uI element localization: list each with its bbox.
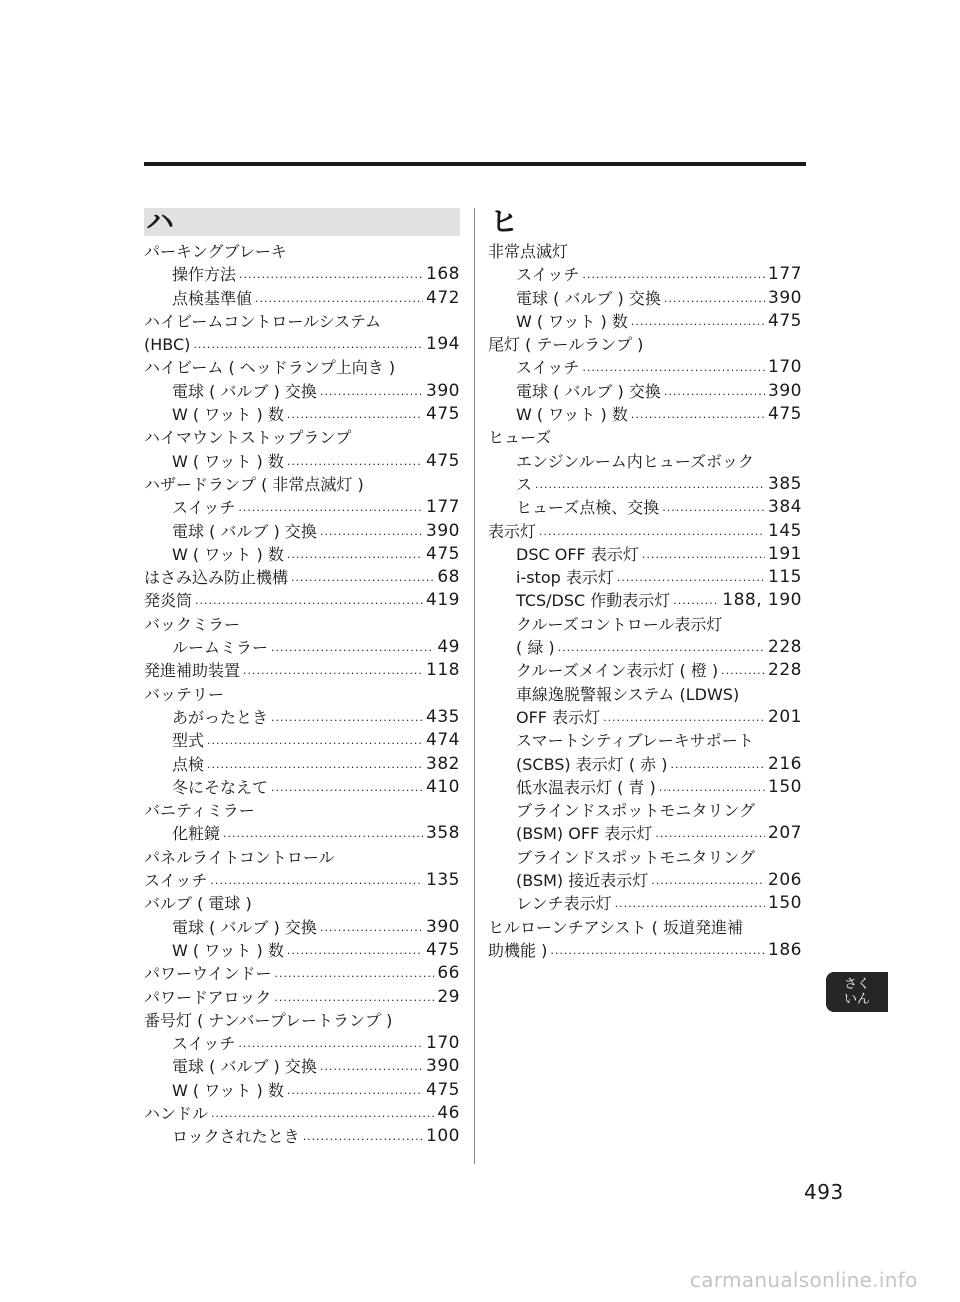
entry-label: バルブ ( 電球 ) [144, 894, 252, 914]
index-entry-list [144, 240, 460, 1149]
index-entry [144, 356, 460, 379]
entry-page-number[interactable]: 177 [426, 497, 460, 518]
index-entry [144, 986, 460, 1009]
index-subentry [488, 776, 802, 799]
entry-page-number[interactable]: 115 [768, 567, 802, 588]
entry-label: ヒューズ点検、交換 [516, 498, 660, 518]
entry-label: W ( ワット ) 数 [172, 451, 284, 471]
index-subentry [488, 869, 802, 892]
dot-leader [664, 287, 765, 310]
entry-label: (HBC) [144, 335, 191, 355]
entry-page-number[interactable]: 385 [768, 473, 802, 494]
entry-page-number[interactable]: 382 [426, 753, 460, 774]
entry-page-number[interactable]: 474 [426, 730, 460, 751]
dot-leader [550, 939, 765, 962]
entry-page-number[interactable]: 150 [768, 776, 802, 797]
index-subentry [488, 613, 802, 636]
entry-label: バックミラー [144, 614, 241, 634]
dot-leader [303, 1125, 423, 1148]
entry-page-number[interactable]: 49 [437, 637, 460, 658]
index-subentry [488, 380, 802, 403]
entry-page-number[interactable]: 472 [426, 287, 460, 308]
dot-leader [275, 962, 435, 985]
entry-page-number[interactable]: 206 [768, 870, 802, 891]
entry-label: 電球 ( バルブ ) 交換 [172, 381, 317, 401]
entry-label: 電球 ( バルブ ) 交換 [172, 917, 317, 937]
index-column-right [488, 205, 802, 962]
entry-page-number[interactable]: 216 [768, 753, 802, 774]
entry-page-number[interactable]: 201 [768, 706, 802, 727]
entry-page-number[interactable]: 390 [426, 916, 460, 937]
entry-page-number[interactable]: 384 [768, 497, 802, 518]
dot-leader [558, 636, 765, 659]
dot-leader [320, 380, 423, 403]
entry-page-number[interactable]: 475 [426, 450, 460, 471]
entry-page-number[interactable]: 118 [426, 660, 460, 681]
entry-label: ヒルローンチアシスト ( 坂道発進補 [488, 917, 743, 937]
entry-label: 化粧鏡 [172, 824, 221, 844]
dot-leader [207, 753, 423, 776]
index-subentry [144, 496, 460, 519]
dot-leader [582, 263, 765, 286]
dot-leader [255, 287, 423, 310]
entry-page-number[interactable]: 191 [768, 543, 802, 564]
index-entry [488, 426, 802, 449]
entry-label: 番号灯 ( ナンバープレートランプ ) [144, 1010, 393, 1030]
index-subentry [144, 753, 460, 776]
index-subentry [488, 543, 802, 566]
entry-page-number[interactable]: 475 [426, 939, 460, 960]
entry-page-number[interactable]: 145 [768, 520, 802, 541]
index-subentry [144, 287, 460, 310]
entry-label: ハンドル [144, 1103, 209, 1123]
entry-page-number[interactable]: 68 [437, 567, 460, 588]
dot-leader [210, 869, 423, 892]
dot-leader [287, 403, 423, 426]
dot-leader [271, 776, 423, 799]
entry-label: W ( ワット ) 数 [172, 940, 284, 960]
index-subentry [488, 799, 802, 822]
top-rule [144, 162, 806, 166]
dot-leader [320, 520, 423, 543]
index-entry [144, 962, 460, 985]
column-divider [474, 208, 475, 1164]
entry-page-number[interactable]: 29 [437, 986, 460, 1007]
index-subentry [488, 846, 802, 869]
entry-label: 点検 [172, 754, 205, 774]
entry-label: 尾灯 ( テールランプ ) [488, 335, 644, 355]
dot-leader [291, 566, 434, 589]
index-entry [488, 240, 802, 263]
entry-label: 表示灯 [488, 521, 537, 541]
entry-label: W ( ワット ) 数 [172, 1080, 284, 1100]
entry-label: はさみ込み防止機構 [144, 568, 289, 588]
entry-label: スマートシティブレーキサポート [516, 731, 754, 751]
dot-leader [535, 473, 765, 496]
dot-leader [320, 1055, 423, 1078]
index-entry-list [488, 240, 802, 962]
entry-page-number[interactable]: 66 [437, 963, 460, 984]
watermark: carmanualsonline.info [690, 1268, 918, 1292]
index-subentry [144, 403, 460, 426]
dot-leader [615, 892, 765, 915]
entry-label: ハイマウントストップランプ [144, 428, 352, 448]
dot-leader [664, 380, 765, 403]
dot-leader [287, 1079, 423, 1102]
index-subentry [144, 729, 460, 752]
entry-page-number[interactable]: 475 [768, 310, 802, 331]
entry-label: ハイビーム ( ヘッドランプ上向き ) [144, 358, 396, 378]
entry-label: パーキングブレーキ [144, 242, 287, 261]
dot-leader [655, 822, 765, 845]
entry-page-number[interactable]: 435 [426, 706, 460, 727]
index-subentry [488, 892, 802, 915]
entry-label: ブラインドスポットモニタリング [516, 847, 756, 867]
index-subentry [144, 543, 460, 566]
dot-leader [631, 310, 765, 333]
entry-label: TCS/DSC 作動表示灯 [516, 591, 671, 611]
dot-leader [603, 706, 765, 729]
entry-label: 型式 [172, 731, 205, 751]
index-subentry [488, 450, 802, 473]
index-entry [144, 683, 460, 706]
entry-page-number[interactable]: 168 [426, 264, 460, 285]
index-subentry [488, 706, 802, 729]
section-heading-hi [488, 205, 802, 238]
entry-page-number[interactable]: 390 [426, 520, 460, 541]
index-subentry [144, 1125, 460, 1148]
entry-label: 発進補助装置 [144, 661, 241, 681]
entry-label: スイッチ [144, 871, 208, 891]
entry-label: パワーウインドー [144, 964, 272, 984]
entry-label: 電球 ( バルブ ) 交換 [172, 521, 317, 541]
entry-page-number[interactable]: 475 [426, 1079, 460, 1100]
entry-label: 電球 ( バルブ ) 交換 [172, 1057, 317, 1077]
index-subentry [144, 636, 460, 659]
index-subentry [144, 1032, 460, 1055]
index-subentry [488, 263, 802, 286]
dot-leader [287, 543, 423, 566]
entry-page-number[interactable]: 188, 190 [722, 590, 802, 611]
dot-leader [539, 520, 765, 543]
index-side-tab[interactable] [826, 972, 888, 1012]
entry-page-number[interactable]: 170 [426, 1033, 460, 1054]
entry-page-number[interactable]: 390 [426, 1056, 460, 1077]
index-subentry [488, 589, 802, 612]
entry-page-number[interactable]: 390 [768, 287, 802, 308]
index-subentry [144, 520, 460, 543]
index-entry [488, 333, 802, 356]
dot-leader [662, 496, 765, 519]
dot-leader [211, 1102, 434, 1125]
dot-leader [271, 636, 434, 659]
entry-label: あがったとき [172, 707, 269, 727]
entry-label: 操作方法 [172, 265, 237, 285]
entry-label: レンチ表示灯 [516, 894, 612, 914]
entry-label: W ( ワット ) 数 [172, 544, 284, 564]
entry-label: ハザードランプ ( 非常点滅灯 ) [144, 474, 364, 494]
index-subentry [144, 1079, 460, 1102]
entry-page-number[interactable]: 100 [426, 1126, 460, 1147]
entry-label: バニティミラー [144, 801, 255, 821]
index-entry [144, 589, 460, 612]
dot-leader [193, 333, 423, 356]
entry-page-number[interactable]: 419 [426, 590, 460, 611]
index-entry [144, 613, 460, 636]
entry-label: OFF 表示灯 [516, 707, 601, 727]
dot-leader [238, 1032, 423, 1055]
index-subentry [144, 916, 460, 939]
dot-leader [243, 659, 423, 682]
dot-leader [582, 356, 765, 379]
entry-label: ハイビームコントロールシステム [144, 311, 382, 331]
entry-page-number[interactable]: 46 [437, 1102, 460, 1123]
entry-label: W ( ワット ) 数 [172, 405, 284, 425]
entry-label: 電球 ( バルブ ) 交換 [516, 381, 661, 401]
index-subentry [488, 287, 802, 310]
index-subentry [144, 450, 460, 473]
index-subentry [144, 1055, 460, 1078]
entry-label: (SCBS) 表示灯 ( 赤 ) [516, 754, 668, 774]
entry-page-number[interactable]: 194 [426, 334, 460, 355]
entry-label: 低水温表示灯 ( 青 ) [516, 777, 656, 797]
entry-page-number[interactable]: 177 [768, 264, 802, 285]
entry-label: バッテリー [144, 684, 225, 704]
index-entry [144, 892, 460, 915]
entry-label: ス [516, 474, 533, 494]
entry-label: i-stop 表示灯 [516, 568, 614, 588]
index-subentry [488, 356, 802, 379]
index-subentry [488, 753, 802, 776]
index-subentry [488, 636, 802, 659]
entry-label: パワードアロック [144, 987, 272, 1007]
side-tab-line2: いん [843, 992, 870, 1007]
entry-label: スイッチ [172, 498, 236, 518]
dot-leader [287, 939, 423, 962]
dot-leader [631, 403, 765, 426]
dot-leader [274, 986, 434, 1009]
entry-label: 助機能 ) [488, 940, 548, 960]
entry-page-number[interactable]: 135 [426, 870, 460, 891]
entry-label: ルームミラー [172, 638, 269, 658]
entry-label: スイッチ [516, 358, 580, 378]
index-entry [144, 426, 460, 449]
entry-label: 冬にそなえて [172, 777, 269, 797]
entry-page-number[interactable]: 390 [768, 380, 802, 401]
entry-page-number[interactable]: 207 [768, 823, 802, 844]
index-entry [488, 939, 802, 962]
dot-leader [642, 543, 765, 566]
entry-label: ( 緑 ) [516, 638, 555, 658]
index-subentry [144, 939, 460, 962]
entry-label: ブラインドスポットモニタリング [516, 801, 756, 821]
entry-page-number[interactable]: 170 [768, 357, 802, 378]
entry-label: パネルライトコントロール [144, 847, 335, 867]
entry-label: スイッチ [172, 1034, 236, 1054]
entry-page-number[interactable]: 186 [768, 939, 802, 960]
index-entry [144, 869, 460, 892]
dot-leader [207, 729, 423, 752]
section-heading-ha [144, 205, 460, 238]
index-subentry [488, 822, 802, 845]
index-entry [144, 310, 460, 333]
index-entry [144, 333, 460, 356]
index-subentry [144, 776, 460, 799]
entry-page-number[interactable]: 358 [426, 823, 460, 844]
dot-leader [223, 822, 423, 845]
index-entry [144, 566, 460, 589]
dot-leader [239, 263, 423, 286]
index-subentry [488, 659, 802, 682]
index-subentry [488, 683, 802, 706]
index-subentry [144, 263, 460, 286]
entry-label: スイッチ [516, 265, 580, 285]
dot-leader [651, 869, 765, 892]
entry-label: エンジンルーム内ヒューズボック [516, 451, 755, 471]
side-tab-line1: さく [843, 977, 870, 992]
index-entry [144, 659, 460, 682]
page-number: 493 [804, 1180, 844, 1204]
index-entry [488, 916, 802, 939]
index-entry [144, 240, 460, 263]
entry-page-number[interactable]: 228 [768, 637, 802, 658]
dot-leader [617, 566, 765, 589]
entry-label: ヒューズ [488, 428, 552, 448]
index-entry [144, 473, 460, 496]
dot-leader [721, 659, 765, 682]
dot-leader [320, 916, 423, 939]
entry-label: ロックされたとき [172, 1127, 300, 1147]
index-subentry [144, 380, 460, 403]
dot-leader [287, 450, 423, 473]
entry-label: 点検基準値 [172, 288, 253, 308]
index-subentry [488, 566, 802, 589]
entry-label: 発炎筒 [144, 591, 193, 611]
index-entry [144, 799, 460, 822]
entry-page-number[interactable]: 475 [768, 404, 802, 425]
dot-leader [195, 589, 423, 612]
index-subentry [488, 403, 802, 426]
index-entry [144, 1102, 460, 1125]
index-subentry [144, 822, 460, 845]
entry-label: (BSM) OFF 表示灯 [516, 824, 653, 844]
entry-label: 非常点滅灯 [488, 242, 569, 261]
entry-label: 電球 ( バルブ ) 交換 [516, 288, 661, 308]
entry-label: W ( ワット ) 数 [516, 405, 628, 425]
dot-leader [238, 496, 423, 519]
index-subentry [488, 473, 802, 496]
entry-label: W ( ワット ) 数 [516, 311, 628, 331]
dot-leader [671, 753, 766, 776]
dot-leader [271, 706, 423, 729]
dot-leader [673, 589, 719, 612]
entry-page-number[interactable]: 475 [426, 404, 460, 425]
index-entry [144, 846, 460, 869]
entry-page-number[interactable]: 475 [426, 543, 460, 564]
index-entry [488, 520, 802, 543]
entry-page-number[interactable]: 390 [426, 380, 460, 401]
entry-page-number[interactable]: 228 [768, 660, 802, 681]
entry-label: DSC OFF 表示灯 [516, 544, 639, 564]
index-entry [144, 1009, 460, 1032]
entry-page-number[interactable]: 410 [426, 776, 460, 797]
index-subentry [488, 729, 802, 752]
entry-label: クルーズメイン表示灯 ( 橙 ) [516, 661, 719, 681]
index-subentry [144, 706, 460, 729]
index-subentry [488, 496, 802, 519]
entry-label: 車線逸脱警報システム (LDWS) [516, 684, 740, 704]
section-heading-label: ヒ [490, 205, 519, 238]
dot-leader [659, 776, 765, 799]
index-subentry [488, 310, 802, 333]
entry-page-number[interactable]: 150 [768, 893, 802, 914]
section-heading-label: ハ [146, 205, 175, 238]
entry-label: クルーズコントロール表示灯 [516, 614, 723, 634]
index-column-left [144, 205, 460, 1149]
entry-label: (BSM) 接近表示灯 [516, 871, 649, 891]
